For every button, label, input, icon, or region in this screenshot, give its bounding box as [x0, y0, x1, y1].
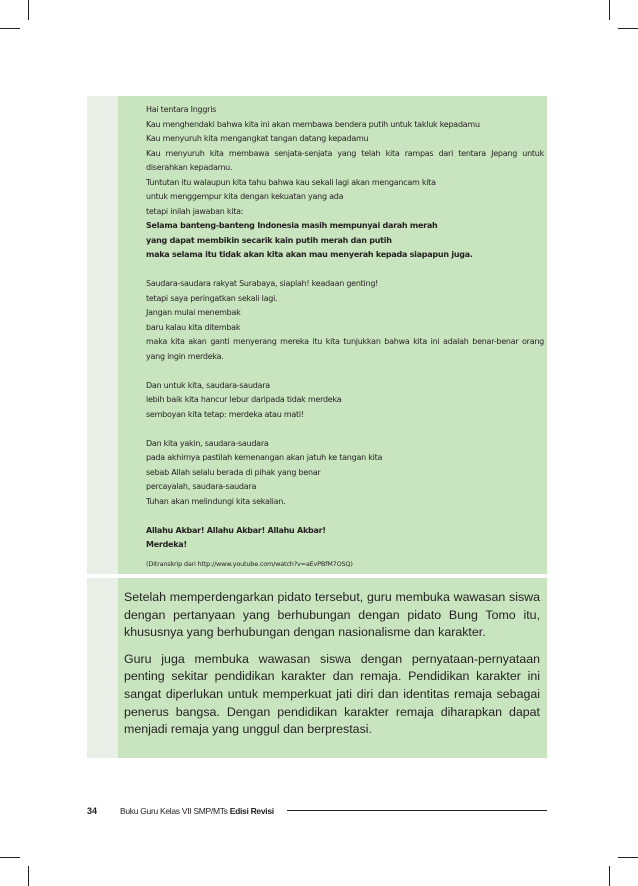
speech-line: semboyan kita tetap: merdeka atau mati!: [146, 409, 304, 419]
edition-label: Edisi Revisi: [229, 806, 274, 816]
crop-mark: [618, 857, 638, 858]
speech-line: Hai tentara Inggris: [146, 105, 217, 114]
paragraph: Setelah memperdengarkan pidato tersebut, guru membuka wawasan siswa dengan pertanyaan yang berhubungan dengan pidato Bung Tomo itu, khususnya yang berhubungan dengan nasionalisme dan karakter.: [124, 590, 540, 640]
speech-line-bold: yang dapat membikin secarik kain putih merah dan putih: [146, 235, 392, 245]
crop-mark: [0, 28, 20, 29]
speech-line: baru kalau kita ditembak: [146, 322, 241, 332]
speech-line: percayalah, saudara-saudara: [146, 482, 257, 491]
speech-line-bold: Selama banteng-banteng Indonesia masih mempunyai darah merah: [146, 221, 438, 230]
crop-mark: [0, 857, 20, 858]
speech-line: tetapi inilah jawaban kita:: [146, 206, 244, 216]
speech-line: Dan untuk kita, saudara-saudara: [146, 380, 270, 390]
source-citation: (Ditranskrip dari http://www.youtube.com/watch?v=aEvPBfM7OSQ): [146, 559, 353, 568]
speech-line: tetapi saya peringatkan sekali lagi.: [146, 293, 278, 303]
speech-line: Jangan mulai menembak: [146, 308, 241, 317]
crop-mark: [618, 28, 638, 29]
crop-mark: [28, 0, 29, 20]
speech-line: Saudara-saudara rakyat Surabaya, siaplah! keadaan genting!: [146, 279, 379, 288]
activity-text: [124, 589, 540, 739]
table-gutter-bottom: [87, 578, 118, 758]
crop-mark: [609, 0, 610, 20]
speech-line: untuk menggempur kita dengan kekuatan yang ada: [146, 192, 344, 201]
speech-line: Kau menyuruh kita mengangkat tangan datang kepadamu: [146, 134, 369, 143]
speech-line-bold: maka selama itu tidak akan kita akan mau menyerah kepada siapapun juga.: [146, 250, 473, 259]
speech-line: lebih baik kita hancur lebur daripada tidak merdeka: [146, 395, 342, 404]
table-gutter-top: [87, 96, 118, 574]
speech-line: maka kita akan ganti menyerang mereka itu kita tunjukkan bahwa kita ini adalah benar-benar orang yang ingin merdeka.: [146, 337, 544, 361]
speech-line-bold: Merdeka!: [146, 540, 187, 549]
speech-line: Dan kita yakin, saudara-saudara: [146, 438, 269, 448]
book-title: [120, 806, 274, 816]
speech-line: Tuntutan itu walaupun kita tahu bahwa kau sekali lagi akan mengancam kita: [146, 177, 436, 187]
paragraph: Guru juga membuka wawasan siswa dengan pernyataan-pernyataan penting sekitar pendidikan karakter dan remaja. Pendidikan karakter ini sangat diperlukan untuk memperkuat jati diri dan identitas remaja sebagai penerus bangsa. Dengan pendidikan karakter remaja diharapkan dapat menjadi remaja yang unggul dan berprestasi.: [124, 651, 540, 737]
crop-mark: [28, 866, 29, 886]
book-title-text: Buku Guru Kelas VII SMP/MTs: [120, 806, 230, 816]
speech-line: Kau menghendaki bahwa kita ini akan membawa bendera putih untuk takluk kepadamu: [146, 119, 480, 129]
speech-line: Tuhan akan melindungi kita sekalian.: [146, 496, 286, 506]
speech-transcript: [146, 103, 544, 571]
speech-line-bold: Allahu Akbar! Allahu Akbar! Allahu Akbar!: [146, 525, 326, 535]
speech-line: Kau menyuruh kita membawa senjata-senjata yang telah kita rampas dari tentara Jepang untuk diserahkan kepadamu.: [146, 148, 544, 172]
speech-line: pada akhirnya pastilah kemenangan akan jatuh ke tangan kita: [146, 453, 383, 462]
speech-line: sebab Allah selalu berada di pihak yang benar: [146, 467, 321, 477]
crop-mark: [609, 866, 610, 886]
page-number: 34: [87, 806, 98, 816]
footer-rule: [287, 810, 547, 811]
